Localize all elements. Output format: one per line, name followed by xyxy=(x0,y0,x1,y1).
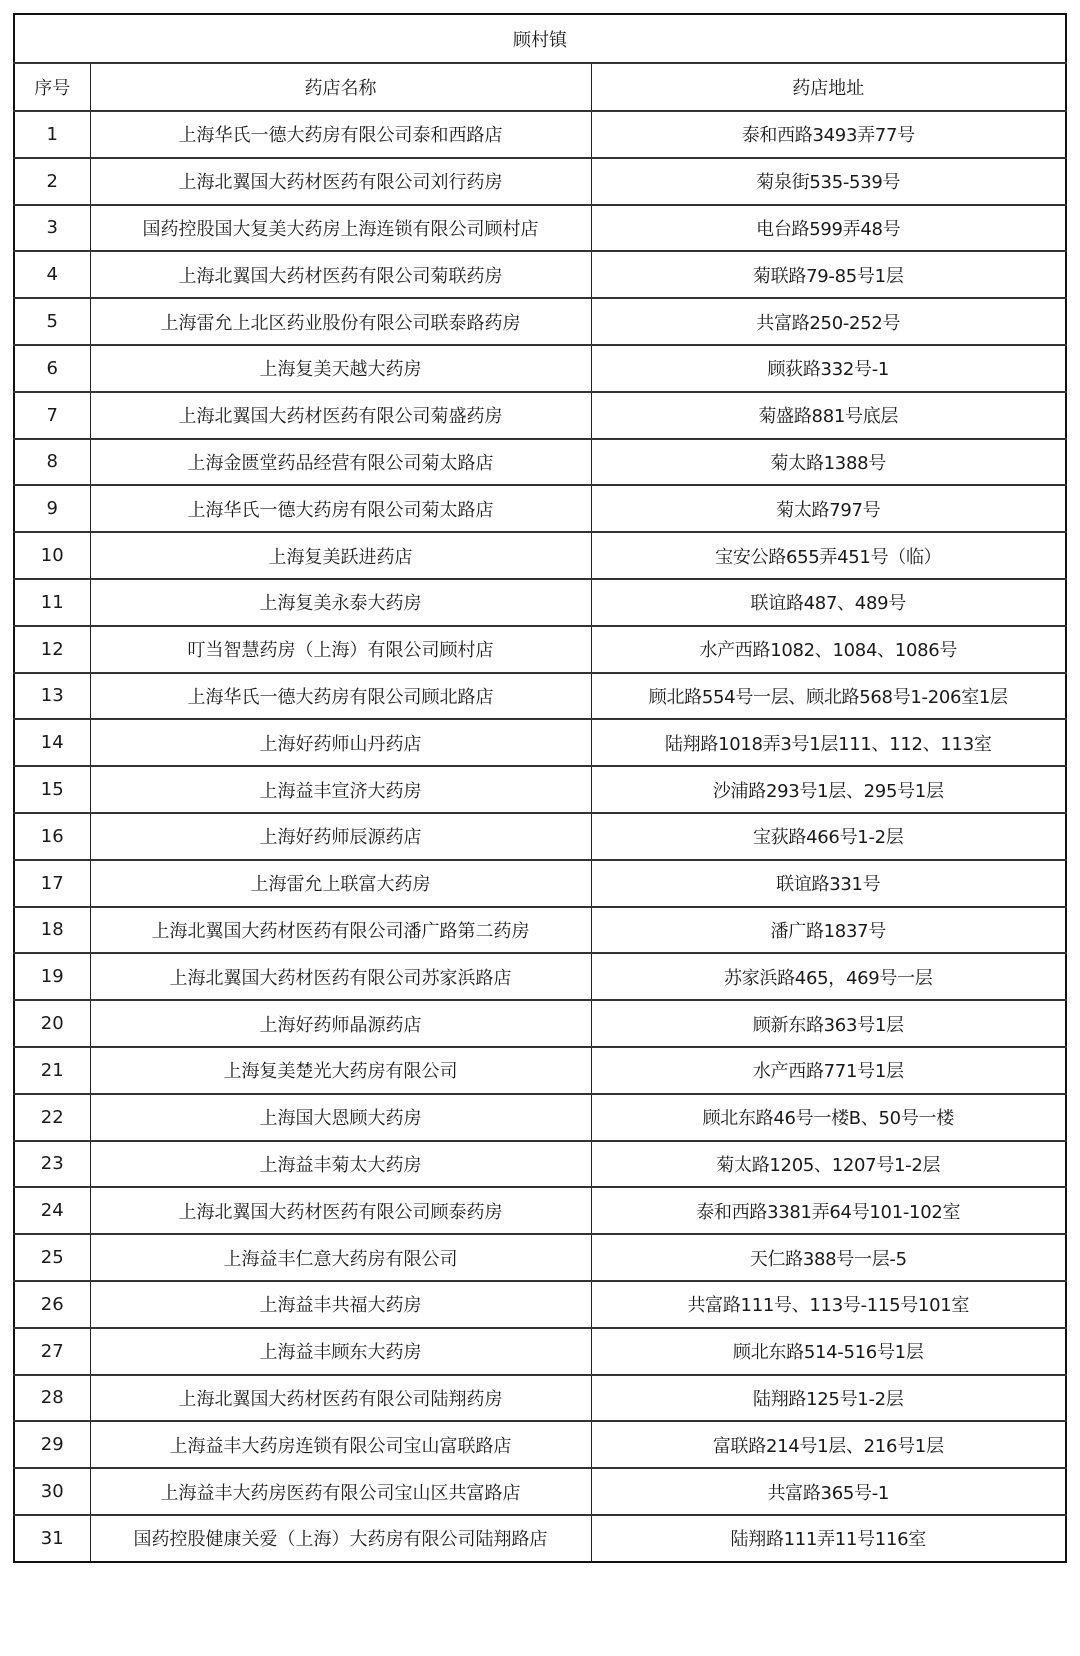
row-index: 17 xyxy=(14,860,90,907)
table-row xyxy=(14,345,1066,392)
pharmacy-name: 上海金匮堂药品经营有限公司菊太路店 xyxy=(90,439,591,486)
row-index: 16 xyxy=(14,813,90,860)
table-row xyxy=(14,485,1066,532)
table-row xyxy=(14,205,1066,252)
pharmacy-name: 上海好药师山丹药店 xyxy=(90,719,591,766)
pharmacy-name: 上海益丰宣济大药房 xyxy=(90,766,591,813)
row-index: 29 xyxy=(14,1421,90,1468)
table-row xyxy=(14,392,1066,439)
table-row xyxy=(14,1187,1066,1234)
pharmacy-address: 菊盛路881号底层 xyxy=(591,392,1066,439)
pharmacy-name: 国药控股国大复美大药房上海连锁有限公司顾村店 xyxy=(90,205,591,252)
row-index: 18 xyxy=(14,907,90,954)
pharmacy-address: 菊泉街535-539号 xyxy=(591,158,1066,205)
row-index: 30 xyxy=(14,1468,90,1515)
table-row xyxy=(14,1468,1066,1515)
pharmacy-address: 陆翔路125号1-2层 xyxy=(591,1375,1066,1422)
pharmacy-address: 联谊路331号 xyxy=(591,860,1066,907)
table-row xyxy=(14,1000,1066,1047)
table-row xyxy=(14,298,1066,345)
table-row xyxy=(14,673,1066,720)
pharmacy-name: 上海华氏一德大药房有限公司菊太路店 xyxy=(90,485,591,532)
table-row xyxy=(14,626,1066,673)
pharmacy-name: 上海复美跃进药店 xyxy=(90,532,591,579)
pharmacy-address: 顾新东路363号1层 xyxy=(591,1000,1066,1047)
pharmacy-name: 上海益丰仁意大药房有限公司 xyxy=(90,1234,591,1281)
pharmacy-name: 上海好药师晶源药店 xyxy=(90,1000,591,1047)
pharmacy-address: 电台路599弄48号 xyxy=(591,205,1066,252)
pharmacy-address: 菊太路1388号 xyxy=(591,439,1066,486)
table-row xyxy=(14,532,1066,579)
pharmacy-address: 泰和西路3493弄77号 xyxy=(591,111,1066,158)
table-title: 顾村镇 xyxy=(14,14,1066,63)
pharmacy-address: 沙浦路293号1层、295号1层 xyxy=(591,766,1066,813)
pharmacy-name: 上海雷允上北区药业股份有限公司联泰路药房 xyxy=(90,298,591,345)
table-row xyxy=(14,1421,1066,1468)
table-row xyxy=(14,1047,1066,1094)
table-row xyxy=(14,1515,1066,1562)
table-row xyxy=(14,766,1066,813)
table-row xyxy=(14,251,1066,298)
table-row xyxy=(14,907,1066,954)
row-index: 20 xyxy=(14,1000,90,1047)
column-header-index: 序号 xyxy=(14,63,90,111)
row-index: 26 xyxy=(14,1281,90,1328)
pharmacy-name: 上海益丰顾东大药房 xyxy=(90,1328,591,1375)
pharmacy-name: 上海北翼国大药材医药有限公司刘行药房 xyxy=(90,158,591,205)
pharmacy-address: 陆翔路111弄11号116室 xyxy=(591,1515,1066,1562)
table-row xyxy=(14,813,1066,860)
table-row xyxy=(14,1281,1066,1328)
table-header-row xyxy=(14,63,1066,111)
row-index: 10 xyxy=(14,532,90,579)
table-row xyxy=(14,1234,1066,1281)
row-index: 8 xyxy=(14,439,90,486)
pharmacy-name: 上海华氏一德大药房有限公司泰和西路店 xyxy=(90,111,591,158)
pharmacy-name: 上海益丰共福大药房 xyxy=(90,1281,591,1328)
row-index: 9 xyxy=(14,485,90,532)
row-index: 31 xyxy=(14,1515,90,1562)
pharmacy-name: 上海北翼国大药材医药有限公司菊联药房 xyxy=(90,251,591,298)
row-index: 15 xyxy=(14,766,90,813)
row-index: 13 xyxy=(14,673,90,720)
table-row xyxy=(14,1375,1066,1422)
pharmacy-address: 苏家浜路465，469号一层 xyxy=(591,953,1066,1000)
pharmacy-name: 上海益丰菊太大药房 xyxy=(90,1141,591,1188)
pharmacy-name: 上海北翼国大药材医药有限公司苏家浜路店 xyxy=(90,953,591,1000)
pharmacy-address: 菊联路79-85号1层 xyxy=(591,251,1066,298)
row-index: 23 xyxy=(14,1141,90,1188)
pharmacy-name: 上海复美永泰大药房 xyxy=(90,579,591,626)
pharmacy-address: 联谊路487、489号 xyxy=(591,579,1066,626)
pharmacy-address: 潘广路1837号 xyxy=(591,907,1066,954)
table-row xyxy=(14,1328,1066,1375)
pharmacy-name: 上海国大恩顾大药房 xyxy=(90,1094,591,1141)
table-row xyxy=(14,719,1066,766)
pharmacy-name: 上海北翼国大药材医药有限公司菊盛药房 xyxy=(90,392,591,439)
pharmacy-address: 天仁路388号一层-5 xyxy=(591,1234,1066,1281)
table-row xyxy=(14,860,1066,907)
pharmacy-address: 共富路250-252号 xyxy=(591,298,1066,345)
row-index: 5 xyxy=(14,298,90,345)
pharmacy-address: 宝安公路655弄451号（临） xyxy=(591,532,1066,579)
pharmacy-table xyxy=(13,13,1067,1563)
pharmacy-address: 宝荻路466号1-2层 xyxy=(591,813,1066,860)
pharmacy-list-document xyxy=(13,13,1065,1563)
pharmacy-name: 上海好药师辰源药店 xyxy=(90,813,591,860)
row-index: 14 xyxy=(14,719,90,766)
pharmacy-name: 上海北翼国大药材医药有限公司陆翔药房 xyxy=(90,1375,591,1422)
pharmacy-address: 顾北路554号一层、顾北路568号1-206室1层 xyxy=(591,673,1066,720)
pharmacy-address: 泰和西路3381弄64号101-102室 xyxy=(591,1187,1066,1234)
pharmacy-name: 上海雷允上联富大药房 xyxy=(90,860,591,907)
pharmacy-address: 菊太路797号 xyxy=(591,485,1066,532)
column-header-name: 药店名称 xyxy=(90,63,591,111)
pharmacy-name: 上海华氏一德大药房有限公司顾北路店 xyxy=(90,673,591,720)
row-index: 27 xyxy=(14,1328,90,1375)
table-body xyxy=(14,111,1066,1562)
pharmacy-address: 顾荻路332号-1 xyxy=(591,345,1066,392)
pharmacy-address: 水产西路771号1层 xyxy=(591,1047,1066,1094)
pharmacy-address: 水产西路1082、1084、1086号 xyxy=(591,626,1066,673)
row-index: 3 xyxy=(14,205,90,252)
row-index: 24 xyxy=(14,1187,90,1234)
pharmacy-address: 菊太路1205、1207号1-2层 xyxy=(591,1141,1066,1188)
pharmacy-address: 共富路365号-1 xyxy=(591,1468,1066,1515)
pharmacy-name: 上海益丰大药房医药有限公司宝山区共富路店 xyxy=(90,1468,591,1515)
row-index: 1 xyxy=(14,111,90,158)
pharmacy-address: 顾北东路514-516号1层 xyxy=(591,1328,1066,1375)
row-index: 21 xyxy=(14,1047,90,1094)
pharmacy-name: 叮当智慧药房（上海）有限公司顾村店 xyxy=(90,626,591,673)
table-title-row xyxy=(14,14,1066,63)
row-index: 4 xyxy=(14,251,90,298)
pharmacy-name: 上海复美天越大药房 xyxy=(90,345,591,392)
row-index: 19 xyxy=(14,953,90,1000)
pharmacy-name: 上海复美楚光大药房有限公司 xyxy=(90,1047,591,1094)
row-index: 11 xyxy=(14,579,90,626)
pharmacy-name: 上海益丰大药房连锁有限公司宝山富联路店 xyxy=(90,1421,591,1468)
pharmacy-name: 上海北翼国大药材医药有限公司潘广路第二药房 xyxy=(90,907,591,954)
row-index: 7 xyxy=(14,392,90,439)
row-index: 2 xyxy=(14,158,90,205)
table-row xyxy=(14,1141,1066,1188)
row-index: 22 xyxy=(14,1094,90,1141)
table-row xyxy=(14,953,1066,1000)
row-index: 25 xyxy=(14,1234,90,1281)
table-row xyxy=(14,579,1066,626)
row-index: 28 xyxy=(14,1375,90,1422)
table-row xyxy=(14,158,1066,205)
table-row xyxy=(14,111,1066,158)
pharmacy-address: 顾北东路46号一楼B、50号一楼 xyxy=(591,1094,1066,1141)
column-header-address: 药店地址 xyxy=(591,63,1066,111)
pharmacy-name: 国药控股健康关爱（上海）大药房有限公司陆翔路店 xyxy=(90,1515,591,1562)
pharmacy-address: 富联路214号1层、216号1层 xyxy=(591,1421,1066,1468)
pharmacy-name: 上海北翼国大药材医药有限公司顾泰药房 xyxy=(90,1187,591,1234)
table-row xyxy=(14,1094,1066,1141)
pharmacy-address: 共富路111号、113号-115号101室 xyxy=(591,1281,1066,1328)
pharmacy-address: 陆翔路1018弄3号1层111、112、113室 xyxy=(591,719,1066,766)
row-index: 6 xyxy=(14,345,90,392)
table-row xyxy=(14,439,1066,486)
row-index: 12 xyxy=(14,626,90,673)
